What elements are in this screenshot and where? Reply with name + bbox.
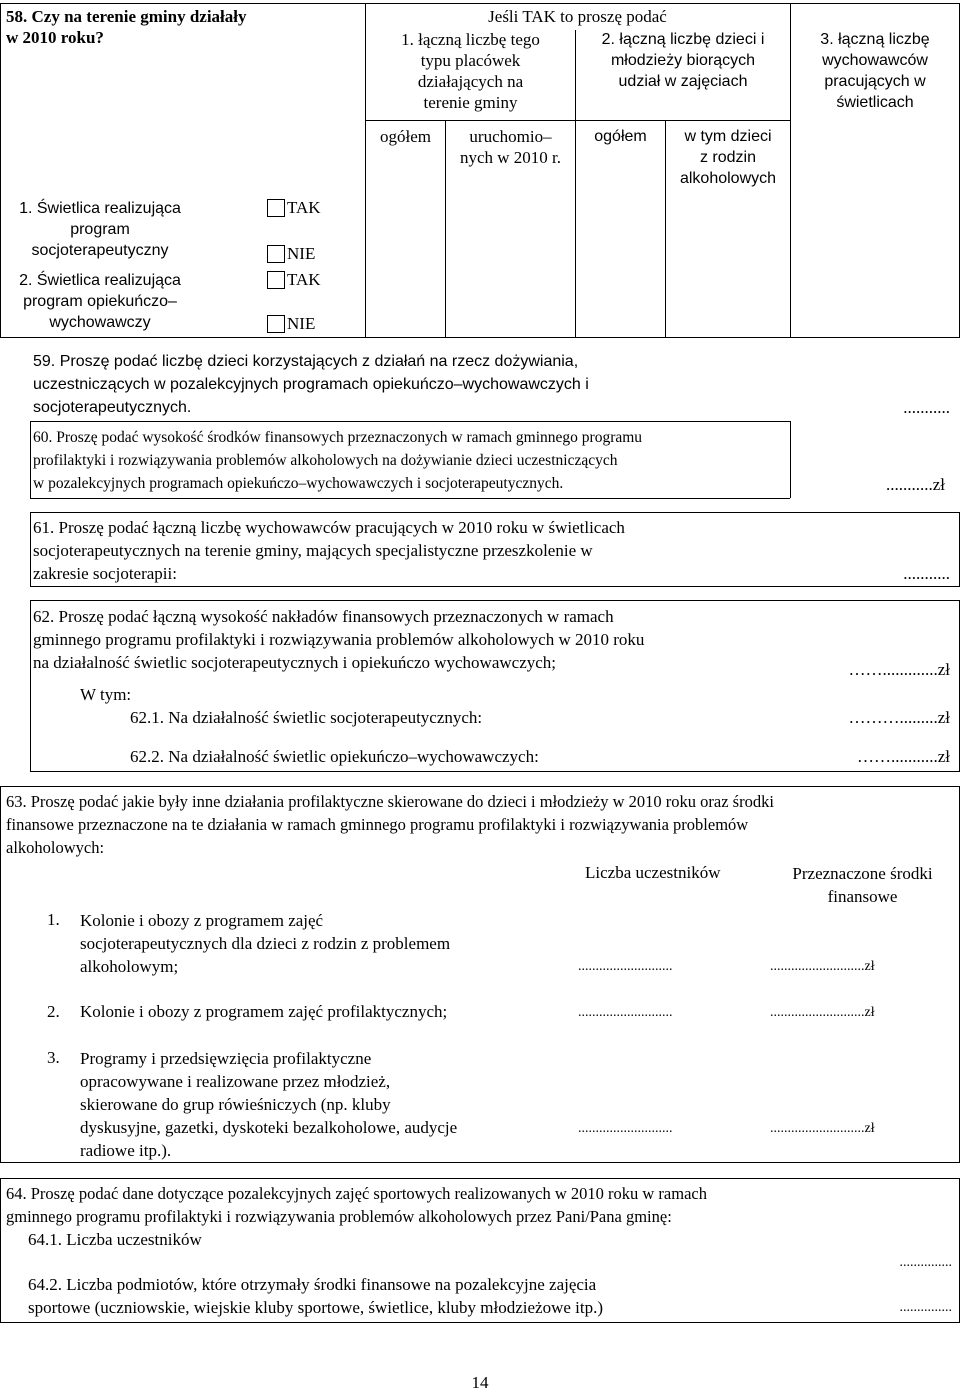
q58-col2-header: 2. łączną liczbę dzieci i młodzieży biorących udział w zajęciach — [601, 31, 765, 90]
q62-answer-field[interactable]: …….............zł — [848, 660, 950, 679]
q62-1-label: 62.1. Na działalność świetlic socjoterapeutycznych: — [130, 708, 483, 727]
q61-answer-field[interactable]: ........... — [903, 564, 950, 583]
q63-item-number: 2. — [47, 1002, 60, 1021]
page-number: 14 — [471, 1373, 489, 1392]
q63-item-participants-field[interactable]: ........................... — [578, 1121, 673, 1136]
row1-yes-checkbox[interactable] — [267, 199, 285, 217]
q58-col1-header: 1. łączną liczbę tego typu placówek działających na terenie gminy — [401, 30, 540, 112]
q63-item-text: Kolonie i obozy z programem zajęć socjoterapeutycznych dla dzieci z rodzin z problemem alkoholowym; — [80, 911, 451, 976]
q58-col1-total-header: ogółem — [380, 127, 431, 146]
q64-2-answer-field[interactable]: ............... — [899, 1300, 952, 1315]
q63-item-funds-field[interactable]: ...........................zł — [770, 1005, 875, 1020]
row1-no-checkbox[interactable] — [267, 245, 285, 263]
q63-participants-header: Liczba uczestników — [585, 863, 721, 882]
q58-col1-launched-header: uruchomio– nych w 2010 r. — [459, 127, 562, 167]
q62-wtym-label: W tym: — [80, 685, 132, 704]
q64-1-answer-field[interactable]: ............... — [899, 1255, 952, 1270]
q62-1-answer-field[interactable]: ……….........zł — [848, 708, 950, 727]
q61-question: 61. Proszę podać łączną liczbę wychowawców pracujących w 2010 roku w świetlicach socjoterapeutycznych na terenie gminy, mających specjalistyczne przeszkolenie w zakresie socjoterapii: — [33, 518, 625, 583]
row2-yes-label: TAK — [287, 270, 321, 289]
q58-col3-header: 3. łączną liczbę wychowawców pracujących w świetlicach — [820, 31, 930, 111]
row1-no-label: NIE — [287, 244, 316, 263]
q58-row1-label: 1. Świetlica realizująca program socjoterapeutyczny — [19, 200, 181, 259]
row2-no-label: NIE — [287, 314, 316, 333]
q58-row2-label: 2. Świetlica realizująca program opiekuńczo– wychowawczy — [19, 272, 181, 331]
q60-question: 60. Proszę podać wysokość środków finansowych przeznaczonych w ramach gminnego programu profilaktyki i rozwiązywania problemów alkoholowych na dożywianie dzieci uczestniczących w pozalekcyjnych programach opiekuńczo–wychowawczych i socjoterapeutycznych. — [33, 429, 643, 492]
q63-funds-header: Przeznaczone środki finansowe — [792, 864, 933, 906]
q63-item-number: 1. — [47, 910, 60, 929]
q63-item-participants-field[interactable]: ........................... — [578, 959, 673, 974]
q58-title: 58. Czy na terenie gminy działały w 2010 roku? — [6, 7, 247, 47]
q64-1-label: 64.1. Liczba uczestników — [28, 1230, 202, 1249]
row1-yes-label: TAK — [287, 198, 321, 217]
q63-item-funds-field[interactable]: ...........................zł — [770, 959, 875, 974]
q58-subheader: Jeśli TAK to proszę podać — [488, 7, 667, 26]
q59-question: 59. Proszę podać liczbę dzieci korzystających z działań na rzecz dożywiania, uczestniczących w pozalekcyjnych programach opiekuńczo–wychowawczych i socjoterapeutycznych. — [33, 353, 589, 416]
row2-no-checkbox[interactable] — [267, 315, 285, 333]
q62-question: 62. Proszę podać łączną wysokość nakładów finansowych przeznaczonych w ramach gminnego programu profilaktyki i rozwiązywania problemów alkoholowych w 2010 roku na działalność świetlic socjoterapeutycznych i opiekuńczo wychowawczych; — [33, 607, 645, 672]
q64-2-label: 64.2. Liczba podmiotów, które otrzymały środki finansowe na pozalekcyjne zajęcia sportowe (uczniowskie, wiejskie kluby sportowe, świetlice, kluby młodzieżowe itp.) — [28, 1275, 604, 1317]
q63-question: 63. Proszę podać jakie były inne działania profilaktyczne skierowane do dzieci i młodzieży w 2010 roku oraz środki finansowe przeznaczone na te działania w ramach gminnego programu profilaktyki i rozwiązywania problemów alkoholowych: — [6, 792, 774, 857]
q62-2-label: 62.2. Na działalność świetlic opiekuńczo–wychowawczych: — [130, 747, 539, 766]
q62-2-answer-field[interactable]: ……...........zł — [856, 747, 950, 766]
row2-yes-checkbox[interactable] — [267, 271, 285, 289]
q58-col2-total-header: ogółem — [594, 128, 647, 145]
q58-col2-alcohol-header: w tym dzieci z rodzin alkoholowych — [679, 128, 777, 187]
q60-answer-field[interactable]: ...........zł — [885, 475, 945, 494]
q63-item-text: Kolonie i obozy z programem zajęć profilaktycznych; — [80, 1002, 448, 1021]
q64-question: 64. Proszę podać dane dotyczące pozalekcyjnych zajęć sportowych realizowanych w 2010 roku w ramach gminnego programu profilaktyki i rozwiązywania problemów alkoholowych przez Pani/Pana gminę: — [6, 1184, 707, 1226]
q63-item-participants-field[interactable]: ........................... — [578, 1005, 673, 1020]
q63-item-funds-field[interactable]: ...........................zł — [770, 1121, 875, 1136]
q63-item-number: 3. — [47, 1048, 60, 1067]
q63-item-text: Programy i przedsięwzięcia profilaktyczne opracowywane i realizowane przez młodzież, skierowane do grup rówieśniczych (np. kluby dyskusyjne, gazetki, dyskoteki bezalkoholowe, audycje radiowe itp.). — [80, 1049, 458, 1160]
q59-answer-field[interactable]: ........... — [903, 398, 950, 417]
